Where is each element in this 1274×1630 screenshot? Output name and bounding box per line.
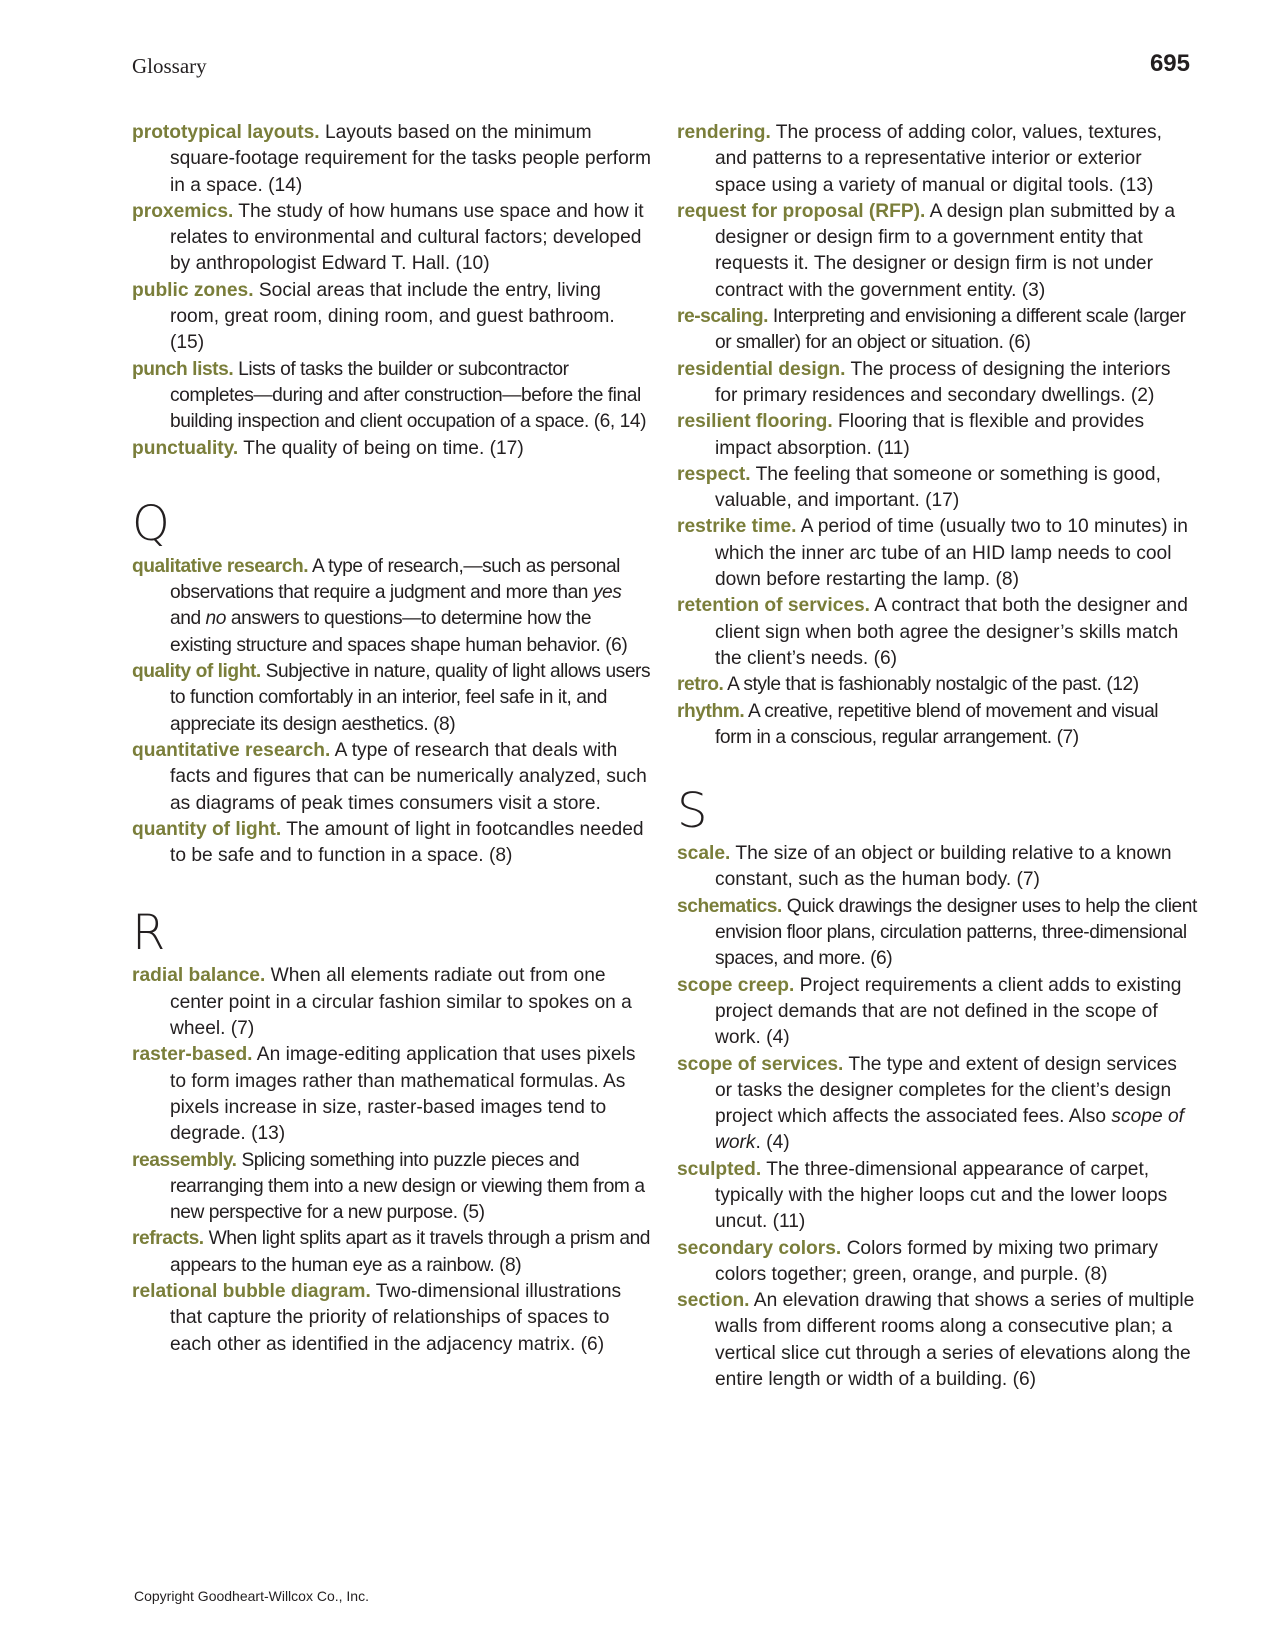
glossary-entry [677,593,1197,672]
glossary-term: request for proposal (RFP). [677,200,926,222]
glossary-term: retro. [677,674,724,696]
glossary-term: public zones. [132,279,254,301]
glossary-definition: A period of time (usually two to 10 minutes) in which the inner arc tube of an HID lamp needs to cool down before restarting the lamp. (8) [715,516,1188,591]
glossary-term: scope creep. [677,974,795,996]
section-letter-r: R [132,905,166,962]
glossary-definition: Splicing something into puzzle pieces and rearranging them into a new design or viewing them from a new perspective for a new purpose. (5) [170,1149,645,1224]
glossary-term: prototypical layouts. [132,122,320,143]
glossary-definition: Project requirements a client adds to existing project demands that are not defined in the scope of work. (4) [715,974,1182,1049]
glossary-term: rhythm. [677,700,745,722]
glossary-right-column [677,120,1197,1393]
section-letter-s: S [677,783,708,840]
glossary-term: quantity of light. [132,818,282,840]
glossary-definition: The type and extent of design services or tasks the designer completes for the client’s design project which affects the associated fees. Also [715,1053,1177,1128]
glossary-term: re-scaling. [677,306,769,328]
glossary-entry [132,357,652,436]
glossary-entry [132,436,652,462]
glossary-definition: A contract that both the designer and client sign when both agree the designer’s skills match the client’s needs. (6) [715,595,1188,669]
glossary-entry [677,1052,1197,1157]
glossary-entry [677,1288,1197,1393]
glossary-definition: When light splits apart as it travels through a prism and appears to the human eye as a rainbow. (8) [170,1228,651,1276]
glossary-term: scope of services. [677,1053,844,1075]
glossary-definition: A creative, repetitive blend of movement and visual form in a conscious, regular arrangement. (7) [715,700,1159,748]
glossary-term: sculpted. [677,1158,762,1180]
glossary-entry [677,357,1197,410]
glossary-italic: yes [592,582,622,604]
glossary-term: secondary colors. [677,1237,842,1259]
glossary-term: punch lists. [132,358,234,380]
glossary-definition: Colors formed by mixing two primary colors together; green, orange, and purple. (8) [715,1237,1158,1285]
glossary-definition: Social areas that include the entry, living room, great room, dining room, and guest bathroom. (15) [170,279,615,354]
glossary-definition: Interpreting and envisioning a different scale (larger or smaller) for an object or situation. (6) [715,306,1186,354]
glossary-entry [132,120,652,199]
glossary-entry [677,1236,1197,1289]
glossary-definition: A style that is fashionably nostalgic of the past. (12) [723,674,1139,696]
glossary-term: scale. [677,843,731,865]
running-head: Glossary [132,54,207,78]
glossary-term: rendering. [677,122,771,143]
glossary-term: radial balance. [132,965,266,987]
glossary-entry [132,1148,652,1227]
glossary-entry [677,304,1197,357]
glossary-left-column [132,120,652,1358]
glossary-term: proxemics. [132,200,234,222]
glossary-entry [132,738,652,817]
glossary-definition: The three-dimensional appearance of carpet, typically with the higher loops cut and the lower loops uncut. (11) [715,1158,1168,1233]
glossary-italic: scope of work [715,1106,1184,1154]
glossary-entry [677,409,1197,462]
glossary-definition: The quality of being on time. (17) [238,437,524,459]
glossary-term: residential design. [677,358,846,380]
glossary-entry [132,817,652,870]
glossary-entry [677,120,1197,199]
glossary-term: raster-based. [132,1044,253,1066]
glossary-definition: A type of research that deals with facts and figures that can be numerically analyzed, such as diagrams of peak times consumers visit a store. [170,739,647,814]
glossary-term: quality of light. [132,661,261,683]
page-number: 695 [1149,50,1190,77]
glossary-definition: Two-dimensional illustrations that capture the priority of relationships of spaces to each other as identified in the adjacency matrix. (6) [170,1280,622,1355]
glossary-entry [677,514,1197,593]
glossary-definition: and [170,608,206,630]
glossary-entry [132,659,652,738]
glossary-entry [132,1042,652,1147]
glossary-definition: The feeling that someone or something is good, valuable, and important. (17) [715,463,1161,512]
glossary-entry [677,973,1197,1052]
glossary-entry [677,841,1197,894]
glossary-term: schematics. [677,895,782,917]
glossary-term: qualitative research. [132,555,309,577]
glossary-term: punctuality. [132,437,239,459]
glossary-entry [677,672,1197,698]
section-letter-q: Q [132,495,170,552]
glossary-entry [132,963,652,1042]
glossary-definition: When all elements radiate out from one center point in a circular fashion similar to spokes on a wheel. (7) [170,965,632,1040]
glossary-entry [132,554,652,659]
glossary-entry [132,1279,652,1358]
glossary-entry [132,199,652,278]
glossary-term: refracts. [132,1228,204,1250]
glossary-italic: no [205,608,226,630]
glossary-term: retention of services. [677,595,871,617]
glossary-definition: answers to questions—to determine how the existing structure and spaces shape human behavior. (6) [170,608,628,656]
glossary-term: reassembly. [132,1149,237,1171]
glossary-definition: Lists of tasks the builder or subcontractor completes—during and after construction—before the final building inspection and client occupation of a space. (6, 14) [170,358,647,433]
copyright-footer: Copyright Goodheart-Willcox Co., Inc. [134,1588,369,1604]
glossary-definition: . (4) [755,1132,790,1154]
glossary-definition: Subjective in nature, quality of light allows users to function comfortably in an interior, feel safe in it, and appreciate its design aesthetics. (8) [170,661,651,735]
glossary-definition: Flooring that is flexible and provides impact absorption. (11) [715,411,1145,459]
glossary-term: restrike time. [677,516,797,538]
glossary-definition: Quick drawings the designer uses to help the client envision floor plans, circulation patterns, three-dimensional spaces, and more. (6) [715,895,1197,970]
glossary-entry [132,1226,652,1279]
glossary-term: section. [677,1290,750,1312]
glossary-definition: A type of research,—such as personal observations that require a judgment and more than [170,555,620,604]
glossary-entry [132,278,652,357]
glossary-entry [677,1157,1197,1236]
glossary-definition: The process of designing the interiors for primary residences and secondary dwellings. (2) [715,358,1171,406]
glossary-definition: The study of how humans use space and how it relates to environmental and cultural factors; developed by anthropologist Edward T. Hall. (10) [170,200,644,275]
glossary-definition: The size of an object or building relative to a known constant, such as the human body. (7) [715,843,1172,891]
glossary-entry [677,699,1197,752]
glossary-definition: An image-editing application that uses pixels to form images rather than mathematical formulas. As pixels increase in size, raster-based images tend to degrade. (13) [170,1044,636,1145]
glossary-definition: A design plan submitted by a designer or design firm to a government entity that requests it. The designer or design firm is not under contract with the government entity. (3) [715,200,1175,301]
glossary-entry [677,199,1197,304]
glossary-entry [677,894,1197,973]
glossary-term: quantitative research. [132,739,331,761]
glossary-entry [677,462,1197,515]
glossary-term: resilient flooring. [677,411,833,433]
glossary-definition: Layouts based on the minimum square-footage requirement for the tasks people perform in a space. (14) [170,122,652,196]
glossary-definition: The amount of light in footcandles needed to be safe and to function in a space. (8) [170,818,644,867]
glossary-definition: The process of adding color, values, textures, and patterns to a representative interior or exterior space using a variety of manual or digital tools. (13) [715,122,1162,196]
glossary-definition: An elevation drawing that shows a series of multiple walls from different rooms along a consecutive plan; a vertical slice cut through a series of elevations along the entire length or width of a building. (6) [715,1290,1195,1391]
glossary-term: respect. [677,463,751,485]
glossary-term: relational bubble diagram. [132,1280,371,1302]
